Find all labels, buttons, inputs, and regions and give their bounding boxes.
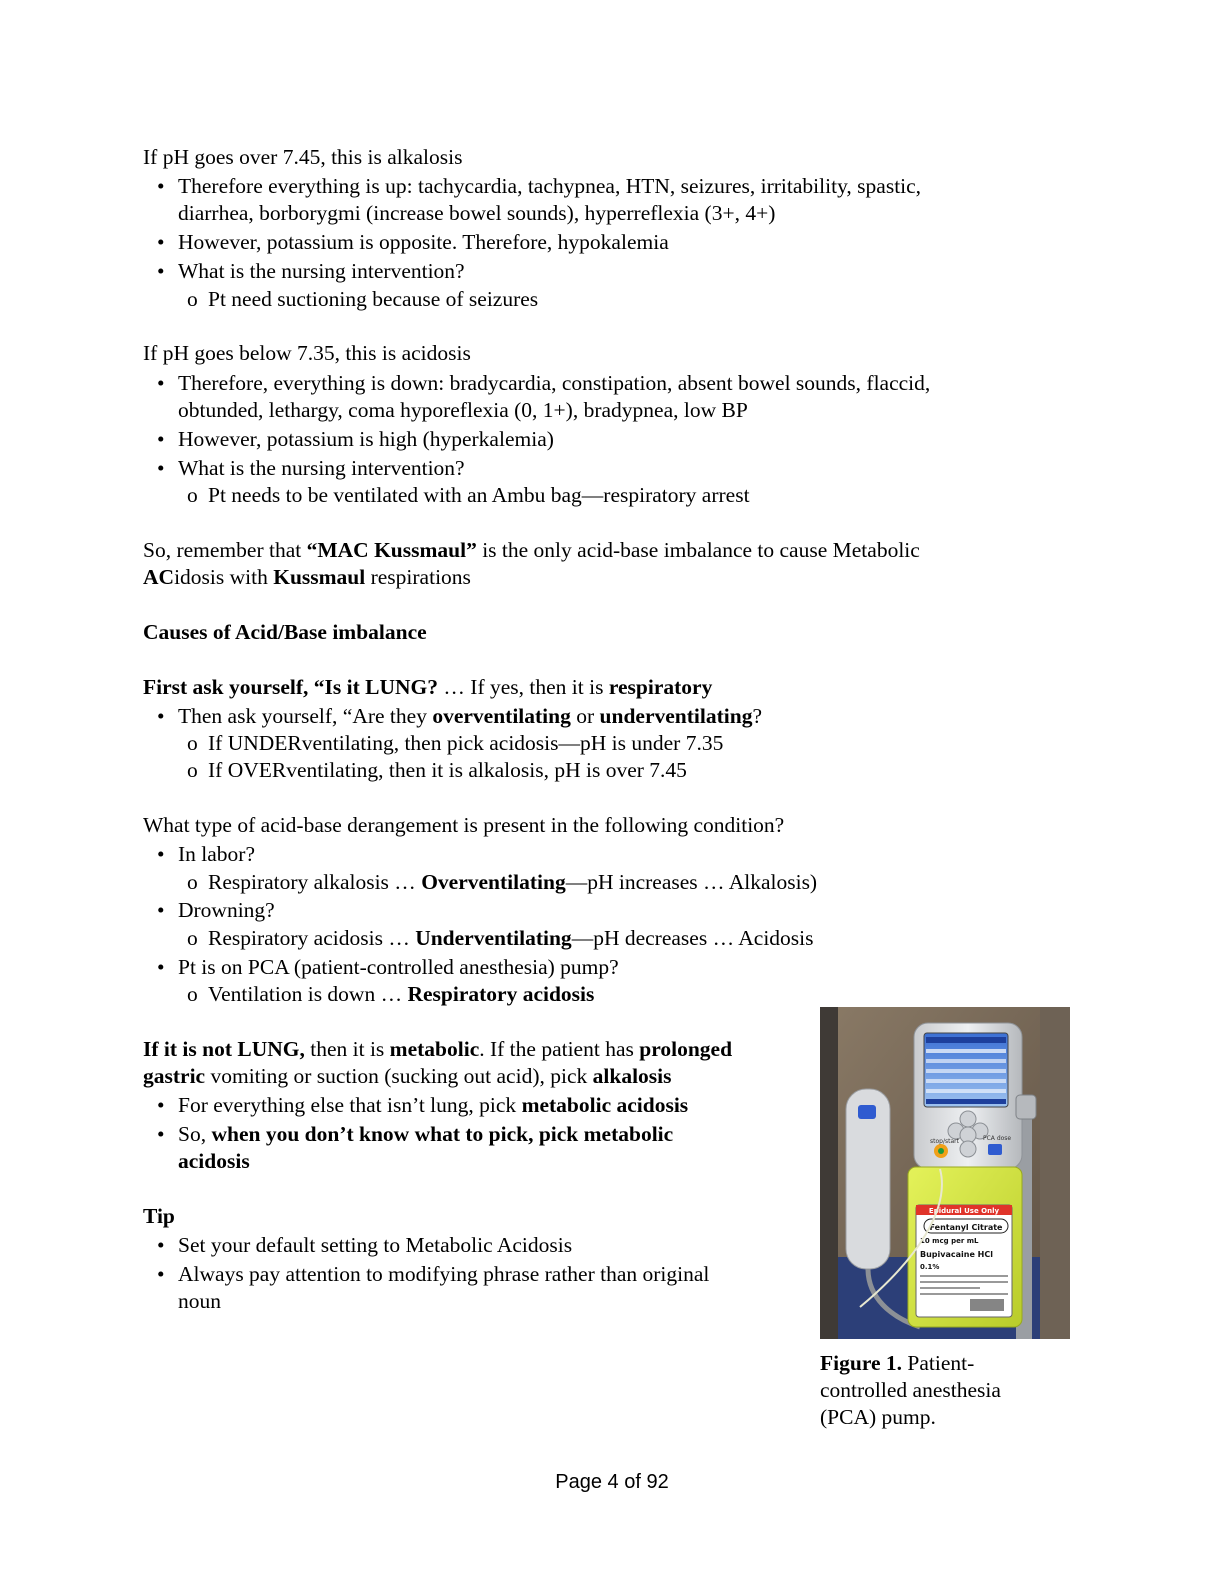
list-item: What is the nursing intervention?: [178, 259, 465, 283]
list-item: Drowning?: [178, 898, 275, 922]
mac-kussmaul-paragraph-continued: ACidosis with Kussmaul respirations: [143, 565, 471, 589]
metabolic-paragraph-continued: gastric vomiting or suction (sucking out acid), pick alkalosis: [143, 1064, 672, 1088]
sub-list-item: If UNDERventilating, then pick acidosis—pH is under 7.35: [208, 731, 724, 755]
list-item: However, potassium is opposite. Therefore, hypokalemia: [178, 230, 669, 254]
bullet-icon: •: [157, 174, 165, 198]
list-item-continued: noun: [178, 1289, 221, 1313]
sub-bullet-icon: o: [187, 982, 198, 1006]
figure-caption: Figure 1. Patient-: [820, 1351, 975, 1375]
list-item-continued: obtunded, lethargy, coma hyporeflexia (0, 1+), bradypnea, low BP: [178, 398, 748, 422]
epidural-label: Epidural Use Only: [928, 1207, 1000, 1215]
derangement-question: What type of acid-base derangement is present in the following condition?: [143, 813, 785, 837]
bullet-icon: •: [157, 1233, 165, 1257]
figure-caption-continued: controlled anesthesia: [820, 1378, 1001, 1402]
sub-list-item: Pt need suctioning because of seizures: [208, 287, 539, 311]
sub-list-item: Respiratory acidosis … Underventilating—pH decreases … Acidosis: [208, 926, 814, 950]
sub-bullet-icon: o: [187, 926, 198, 950]
bullet-icon: •: [157, 259, 165, 283]
list-item: However, potassium is high (hyperkalemia): [178, 427, 554, 451]
lung-question: First ask yourself, “Is it LUNG? … If yes, then it is respiratory: [143, 675, 713, 699]
concentration-label: 10 mcg per mL: [920, 1237, 979, 1245]
list-item: So, when you don’t know what to pick, pick metabolic: [178, 1122, 674, 1146]
bullet-icon: •: [157, 1262, 165, 1286]
bullet-icon: •: [157, 955, 165, 979]
sub-bullet-icon: o: [187, 870, 198, 894]
percentage-label: 0.1%: [920, 1263, 940, 1271]
metabolic-paragraph: If it is not LUNG, then it is metabolic. If the patient has prolonged: [143, 1037, 733, 1061]
pca-pump-photo: [820, 1007, 1070, 1339]
list-item: What is the nursing intervention?: [178, 456, 465, 480]
sub-bullet-icon: o: [187, 287, 198, 311]
bullet-icon: •: [157, 704, 165, 728]
bullet-icon: •: [157, 427, 165, 451]
list-item: In labor?: [178, 842, 256, 866]
acidosis-heading: If pH goes below 7.35, this is acidosis: [143, 341, 471, 365]
figure-caption-continued: (PCA) pump.: [820, 1405, 936, 1429]
page-number: Page 4 of 92: [555, 1471, 669, 1493]
list-item-continued: diarrhea, borborygmi (increase bowel sounds), hyperreflexia (3+, 4+): [178, 201, 776, 225]
bullet-icon: •: [157, 456, 165, 480]
sub-bullet-icon: o: [187, 758, 198, 782]
list-item: For everything else that isn’t lung, pick metabolic acidosis: [178, 1093, 689, 1117]
list-item: Pt is on PCA (patient-controlled anesthesia) pump?: [178, 955, 619, 979]
sub-list-item: Respiratory alkalosis … Overventilating—pH increases … Alkalosis): [208, 870, 818, 894]
list-item: Then ask yourself, “Are they overventilating or underventilating?: [178, 704, 762, 728]
list-item-continued: acidosis: [178, 1149, 250, 1173]
bullet-icon: •: [157, 1093, 165, 1117]
alkalosis-heading: If pH goes over 7.45, this is alkalosis: [143, 145, 463, 169]
bullet-icon: •: [157, 1122, 165, 1146]
mac-kussmaul-paragraph: So, remember that “MAC Kussmaul” is the only acid-base imbalance to cause Metabolic: [143, 538, 920, 562]
sub-bullet-icon: o: [187, 731, 198, 755]
list-item: Therefore, everything is down: bradycardia, constipation, absent bowel sounds, flaccid,: [178, 371, 931, 395]
causes-heading: Causes of Acid/Base imbalance: [143, 620, 427, 644]
sub-list-item: If OVERventilating, then it is alkalosis, pH is over 7.45: [208, 758, 687, 782]
list-item: Therefore everything is up: tachycardia, tachypnea, HTN, seizures, irritability, spastic,: [178, 174, 922, 198]
drug-name-label: Fentanyl Citrate: [929, 1223, 1003, 1232]
bullet-icon: •: [157, 230, 165, 254]
stop-start-label: stop/start: [930, 1138, 959, 1145]
list-item: Always pay attention to modifying phrase rather than original: [178, 1262, 710, 1286]
bullet-icon: •: [157, 371, 165, 395]
bullet-icon: •: [157, 842, 165, 866]
sub-list-item: Ventilation is down … Respiratory acidosis: [208, 982, 595, 1006]
tip-heading: Tip: [143, 1204, 175, 1228]
drug-name-label: Bupivacaine HCl: [920, 1250, 993, 1259]
list-item: Set your default setting to Metabolic Acidosis: [178, 1233, 573, 1257]
sub-list-item: Pt needs to be ventilated with an Ambu bag—respiratory arrest: [208, 483, 750, 507]
bullet-icon: •: [157, 898, 165, 922]
sub-bullet-icon: o: [187, 483, 198, 507]
pca-dose-label: PCA dose: [983, 1135, 1012, 1142]
